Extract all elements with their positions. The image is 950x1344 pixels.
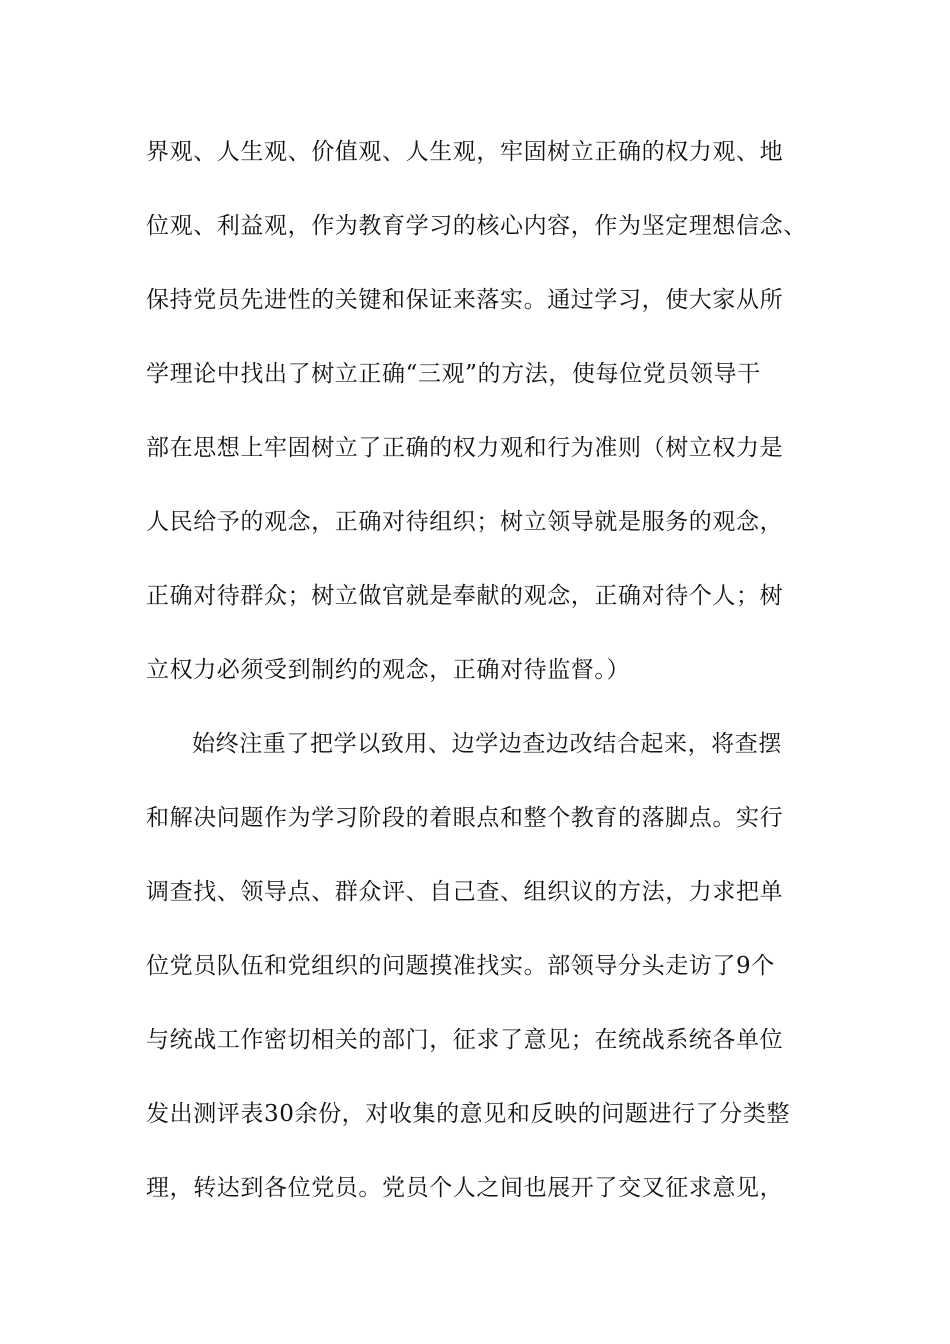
text-line: 部在思想上牢固树立了正确的权力观和行为准则（树立权力是 xyxy=(146,435,784,461)
text-line: 立权力必须受到制约的观念，正确对待监督。） xyxy=(146,657,631,683)
text-line: 调查找、领导点、群众评、自己查、组织议的方法，力求把单 xyxy=(146,879,784,905)
text-line: 学理论中找出了树立正确“三观”的方法，使每位党员领导干 xyxy=(146,361,761,387)
text-line: 人民给予的观念，正确对待组织；树立领导就是服务的观念， xyxy=(146,509,784,535)
text-line: 位观、利益观，作为教育学习的核心内容，作为坚定理想信念、 xyxy=(146,213,807,239)
text-line: 保持党员先进性的关键和保证来落实。通过学习，使大家从所 xyxy=(146,287,784,313)
text-line: 界观、人生观、价值观、人生观，牢固树立正确的权力观、地 xyxy=(146,139,784,165)
text-line: 位党员队伍和党组织的问题摸准找实。部领导分头走访了9个 xyxy=(146,953,775,979)
text-line: 理，转达到各位党员。党员个人之间也展开了交叉征求意见， xyxy=(146,1175,784,1201)
text-line: 发出测评表30余份，对收集的意见和反映的问题进行了分类整 xyxy=(146,1101,791,1127)
text-line: 正确对待群众；树立做官就是奉献的观念，正确对待个人；树 xyxy=(146,583,784,609)
text-line: 始终注重了把学以致用、边学边查边改结合起来，将查摆 xyxy=(192,731,782,757)
text-line: 与统战工作密切相关的部门，征求了意见；在统战系统各单位 xyxy=(146,1027,784,1053)
text-line: 和解决问题作为学习阶段的着眼点和整个教育的落脚点。实行 xyxy=(146,805,784,831)
